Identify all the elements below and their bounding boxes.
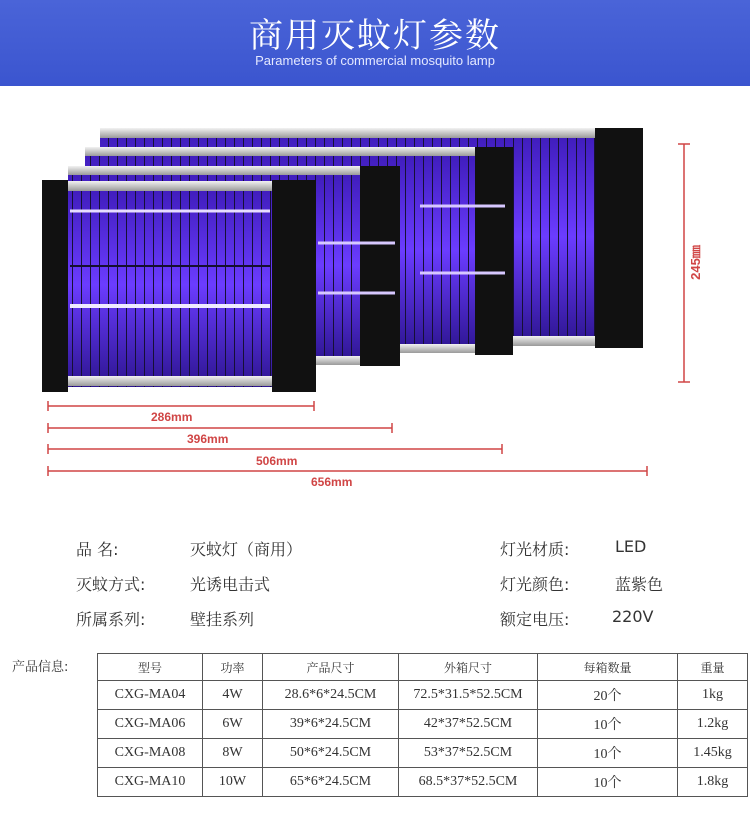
cell-qty: 10个 (538, 710, 678, 739)
spec-light-color-value: 蓝紫色 (615, 575, 664, 594)
spec-light-color-key: 灯光颜色: (500, 575, 570, 594)
cell-model: CXG-MA08 (98, 739, 203, 768)
spec-method-value: 光诱电击式 (190, 575, 271, 594)
header-power: 功率 (203, 654, 263, 681)
header-model: 型号 (98, 654, 203, 681)
cell-carton-size: 42*37*52.5CM (399, 710, 538, 739)
spec-name-key: 品 名: (76, 540, 119, 559)
lamp-286 (42, 180, 316, 392)
header-qty-per-carton: 每箱数量 (538, 654, 678, 681)
cell-product-size: 39*6*24.5CM (263, 710, 399, 739)
product-info-table (97, 653, 748, 797)
table-row (98, 739, 748, 768)
cell-qty: 10个 (538, 768, 678, 797)
cell-product-size: 28.6*6*24.5CM (263, 681, 399, 710)
cell-carton-size: 68.5*37*52.5CM (399, 768, 538, 797)
spec-voltage-value: 220V (612, 607, 654, 626)
cell-weight: 1.8kg (678, 768, 748, 797)
width-label-286: 286mm (151, 410, 193, 424)
cell-product-size: 65*6*24.5CM (263, 768, 399, 797)
cell-power: 6W (203, 710, 263, 739)
page-subtitle: Parameters of commercial mosquito lamp (255, 53, 495, 68)
width-label-506: 506mm (256, 454, 298, 468)
cell-power: 4W (203, 681, 263, 710)
cell-model: CXG-MA06 (98, 710, 203, 739)
mosquito-lamp-image (0, 86, 750, 506)
height-label: 245㎜ (687, 245, 703, 280)
cell-model: CXG-MA04 (98, 681, 203, 710)
cell-product-size: 50*6*24.5CM (263, 739, 399, 768)
cell-qty: 10个 (538, 739, 678, 768)
spec-series-key: 所属系列: (76, 610, 146, 629)
header-carton-size: 外箱尺寸 (399, 654, 538, 681)
width-label-396: 396mm (187, 432, 229, 446)
cell-weight: 1kg (678, 681, 748, 710)
cell-carton-size: 53*37*52.5CM (399, 739, 538, 768)
width-label-656: 656mm (311, 475, 353, 489)
spec-light-material-key: 灯光材质: (500, 540, 570, 559)
table-row (98, 710, 748, 739)
cell-qty: 20个 (538, 681, 678, 710)
table-row (98, 681, 748, 710)
table-header-row (98, 654, 748, 681)
cell-model: CXG-MA10 (98, 768, 203, 797)
table-row (98, 768, 748, 797)
header-product-size: 产品尺寸 (263, 654, 399, 681)
product-illustration (0, 86, 750, 506)
spec-name-value: 灭蚊灯（商用） (190, 540, 303, 559)
cell-carton-size: 72.5*31.5*52.5CM (399, 681, 538, 710)
header-banner (0, 0, 750, 86)
header-weight: 重量 (678, 654, 748, 681)
spec-light-material-value: LED (615, 537, 647, 556)
page-title: 商用灭蚊灯参数 (249, 16, 501, 56)
spec-method-key: 灭蚊方式: (76, 575, 146, 594)
spec-voltage-key: 额定电压: (500, 610, 570, 629)
product-info-label: 产品信息: (12, 660, 69, 675)
width-dimensions (48, 401, 647, 476)
cell-weight: 1.45kg (678, 739, 748, 768)
cell-weight: 1.2kg (678, 710, 748, 739)
cell-power: 10W (203, 768, 263, 797)
spec-series-value: 壁挂系列 (190, 610, 255, 629)
cell-power: 8W (203, 739, 263, 768)
